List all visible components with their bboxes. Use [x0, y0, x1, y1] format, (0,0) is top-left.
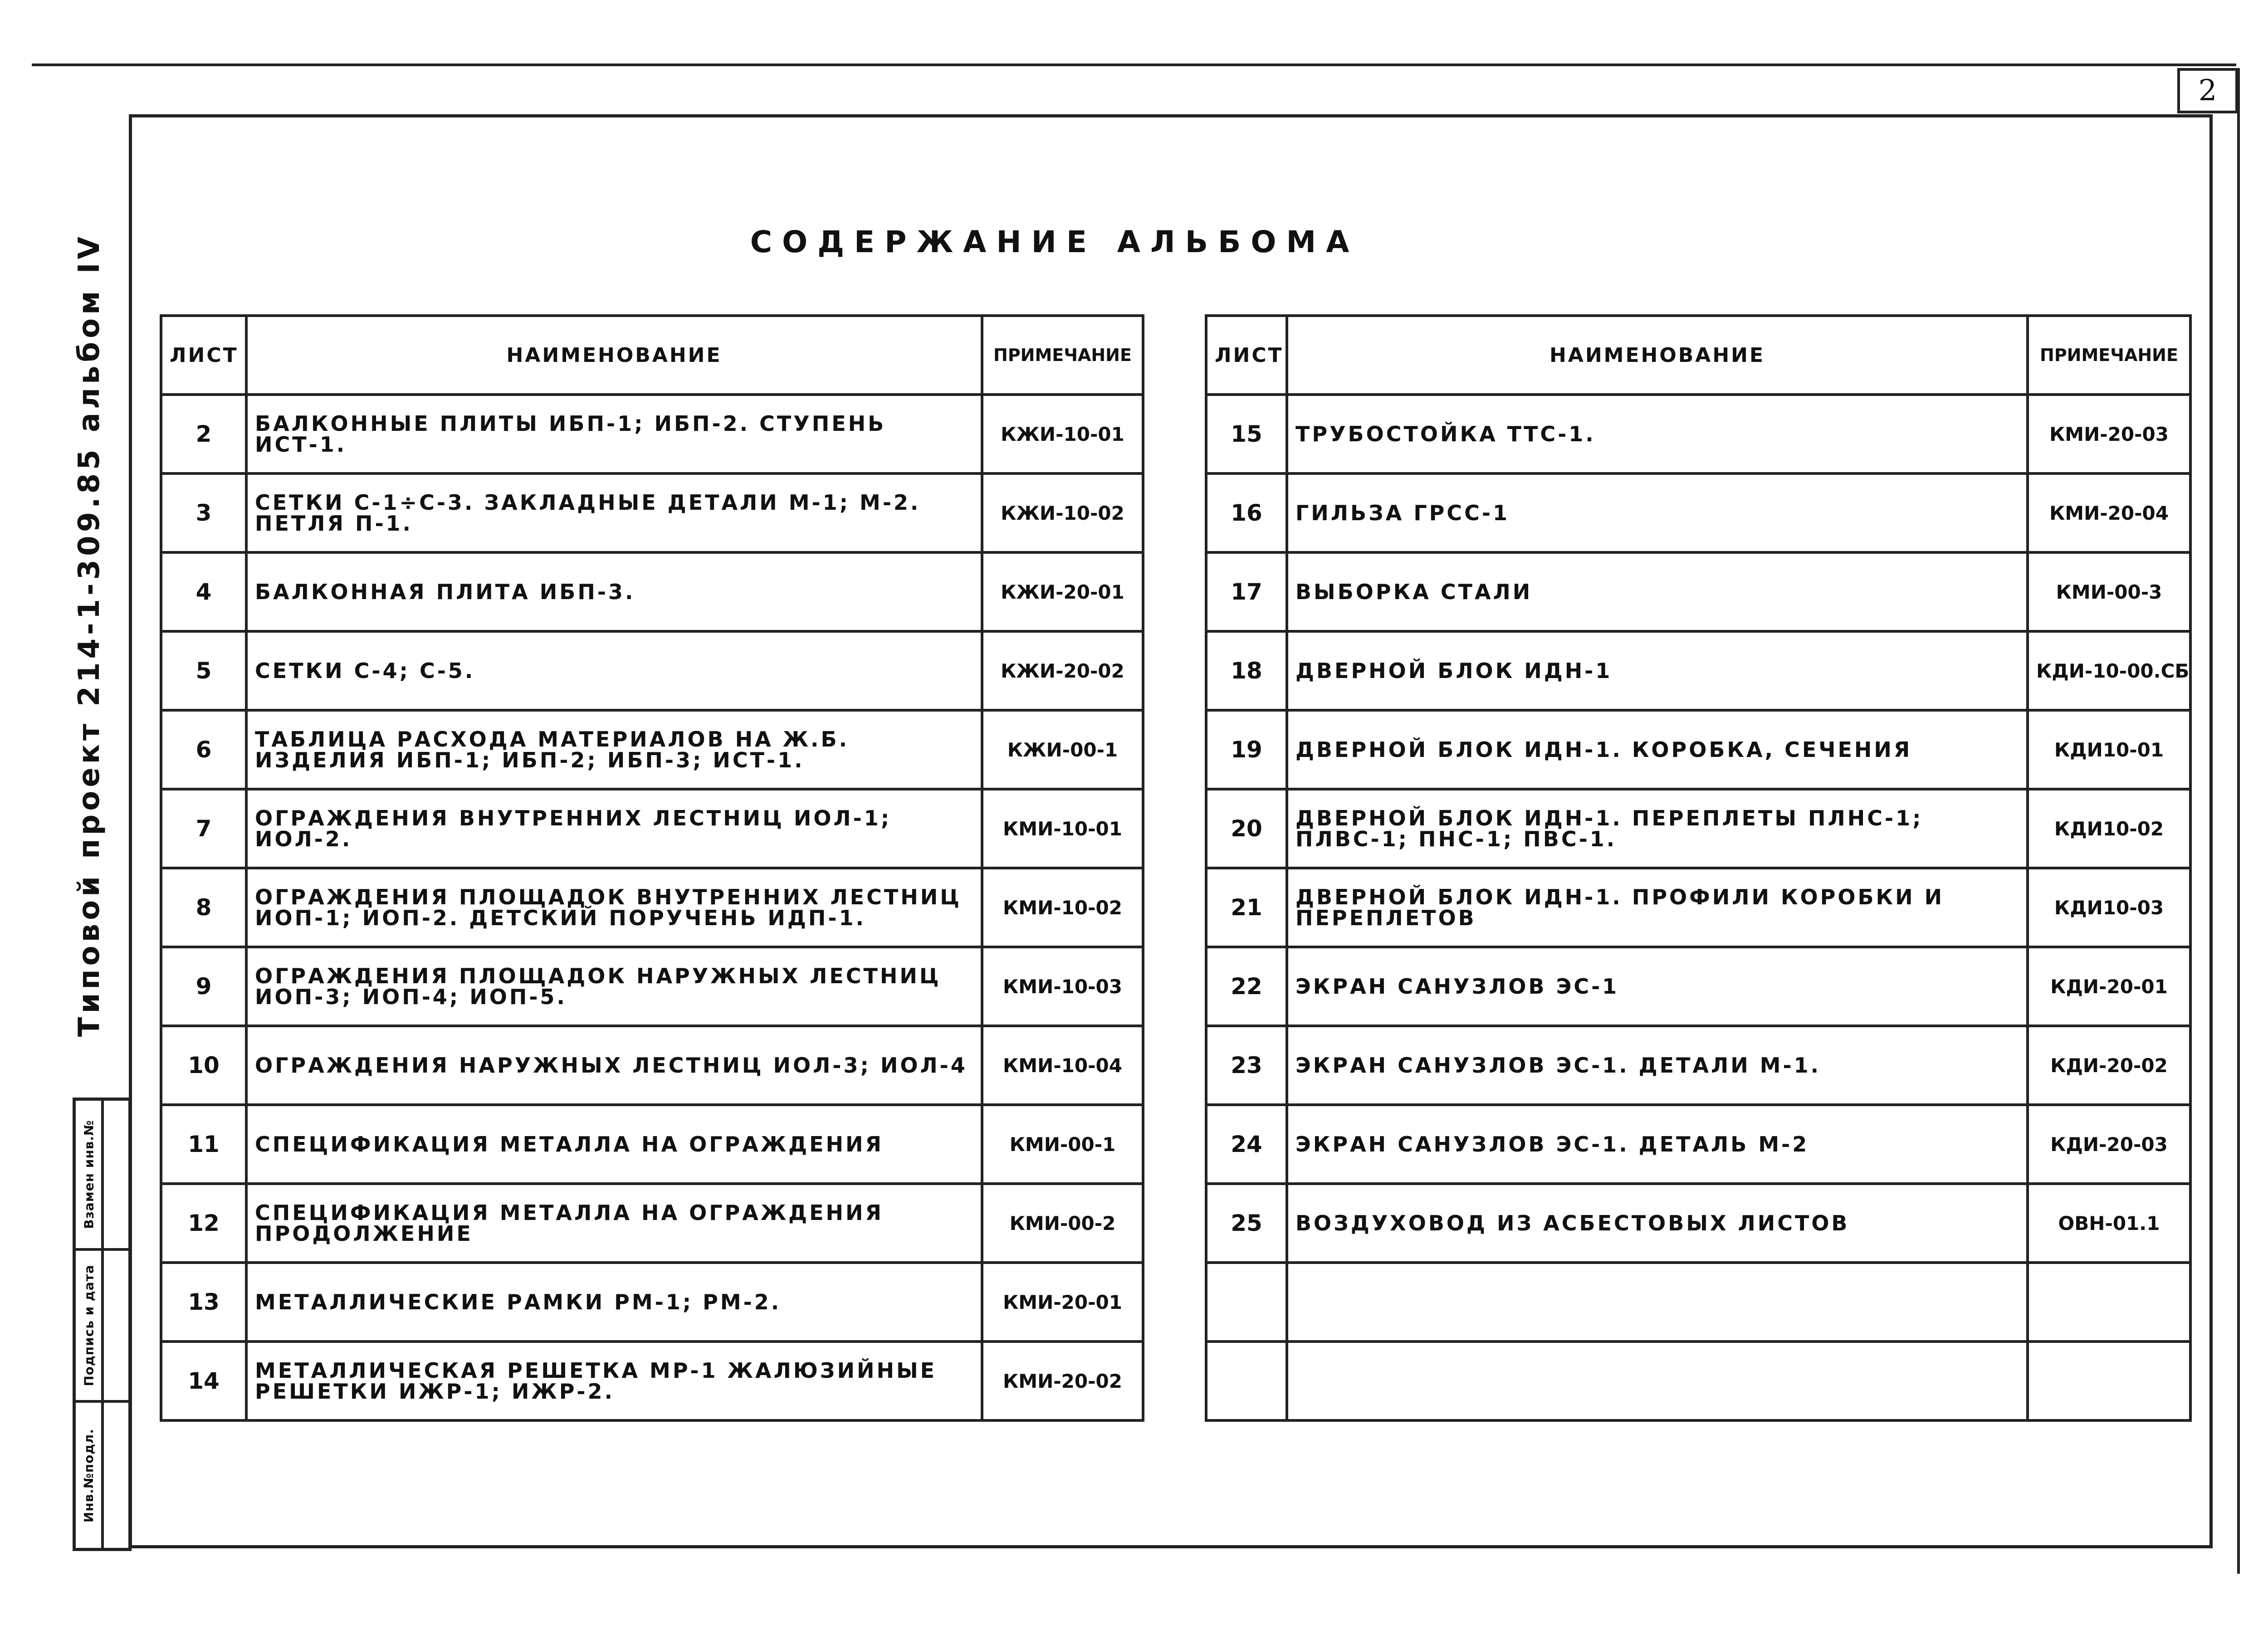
item-name-cell: СЕТКИ С-1÷С-3. ЗАКЛАДНЫЕ ДЕТАЛИ М-1; М-2. ПЕТЛЯ П-1. — [246, 473, 982, 552]
table-row — [1206, 1263, 2190, 1342]
sheet-number-cell — [1206, 1342, 1287, 1420]
item-name-cell: ВОЗДУХОВОД ИЗ АСБЕСТОВЫХ ЛИСТОВ — [1287, 1184, 2028, 1263]
header-name: НАИМЕНОВАНИЕ — [246, 316, 982, 395]
table-row — [161, 1184, 1143, 1263]
sheet-number-cell: 11 — [161, 1105, 246, 1184]
item-note-cell: КЖИ-20-02 — [982, 631, 1143, 710]
item-name-cell: ДВЕРНОЙ БЛОК ИДН-1. ПРОФИЛИ КОРОБКИ И ПЕРЕПЛЕТОВ — [1287, 868, 2028, 947]
item-note-cell: КМИ-20-01 — [982, 1263, 1143, 1342]
item-name-cell: ОГРАЖДЕНИЯ ПЛОЩАДОК ВНУТРЕННИХ ЛЕСТНИЦ ИОП-1; ИОП-2. ДЕТСКИЙ ПОРУЧЕНЬ ИДП-1. — [246, 868, 982, 947]
sheet-number-cell: 15 — [1206, 395, 1287, 473]
item-name-cell — [1287, 1263, 2028, 1342]
stamp-label-inv-original: Инв.№подл. — [81, 1428, 97, 1522]
item-note-cell — [2028, 1263, 2190, 1342]
header-note: ПРИМЕЧАНИЕ — [982, 316, 1143, 395]
item-note-cell: КМИ-10-01 — [982, 789, 1143, 868]
item-name-cell: МЕТАЛЛИЧЕСКИЕ РАМКИ РМ-1; РМ-2. — [246, 1263, 982, 1342]
table-row — [161, 789, 1143, 868]
table-row — [1206, 552, 2190, 631]
page-title: СОДЕРЖАНИЕ АЛЬБОМА — [750, 224, 1359, 259]
sheet-number-cell: 5 — [161, 631, 246, 710]
sheet-number-cell: 14 — [161, 1342, 246, 1420]
item-name-cell: ОГРАЖДЕНИЯ ВНУТРЕННИХ ЛЕСТНИЦ ИОЛ-1; ИОЛ-2. — [246, 789, 982, 868]
stamp-cell — [76, 1403, 102, 1548]
table-row — [1206, 789, 2190, 868]
sheet-number-cell: 23 — [1206, 1026, 1287, 1105]
item-note-cell: КМИ-10-02 — [982, 868, 1143, 947]
sheet-number-cell: 2 — [161, 395, 246, 473]
stamp-label-signature: Подпись и дата — [81, 1264, 97, 1386]
item-note-cell: КЖИ-00-1 — [982, 710, 1143, 789]
item-note-cell: КМИ-00-2 — [982, 1184, 1143, 1263]
item-note-cell: КДИ10-03 — [2028, 868, 2190, 947]
item-name-cell: ЭКРАН САНУЗЛОВ ЭС-1. ДЕТАЛИ М-1. — [1287, 1026, 2028, 1105]
item-name-cell: ГИЛЬЗА ГРСС-1 — [1287, 473, 2028, 552]
item-note-cell: КМИ-20-02 — [982, 1342, 1143, 1420]
table-row — [1206, 1105, 2190, 1184]
item-note-cell: КДИ10-01 — [2028, 710, 2190, 789]
right-border-line — [2237, 68, 2240, 1574]
table-row — [161, 710, 1143, 789]
table-row — [1206, 710, 2190, 789]
sheet-number-cell: 10 — [161, 1026, 246, 1105]
item-name-cell: ДВЕРНОЙ БЛОК ИДН-1. ПЕРЕПЛЕТЫ ПЛНС-1; ПЛВС-1; ПНС-1; ПВС-1. — [1287, 789, 2028, 868]
sheet-number-cell: 9 — [161, 947, 246, 1026]
sheet-number-cell: 16 — [1206, 473, 1287, 552]
table-row — [1206, 1184, 2190, 1263]
item-name-cell: ДВЕРНОЙ БЛОК ИДН-1. КОРОБКА, СЕЧЕНИЯ — [1287, 710, 2028, 789]
side-label: Типовой проект 214-1-309.85 альбом IV — [73, 233, 106, 1037]
header-sheet: ЛИСТ — [161, 316, 246, 395]
sheet-number-cell: 19 — [1206, 710, 1287, 789]
item-note-cell: КДИ-10-00.СБ — [2028, 631, 2190, 710]
item-name-cell: ТРУБОСТОЙКА ТТС-1. — [1287, 395, 2028, 473]
item-name-cell: СЕТКИ С-4; С-5. — [246, 631, 982, 710]
item-name-cell: МЕТАЛЛИЧЕСКАЯ РЕШЕТКА МР-1 ЖАЛЮЗИЙНЫЕ РЕШЕТКИ ИЖР-1; ИЖР-2. — [246, 1342, 982, 1420]
sheet-number-cell: 4 — [161, 552, 246, 631]
item-name-cell: БАЛКОННАЯ ПЛИТА ИБП-3. — [246, 552, 982, 631]
stamp-cell — [76, 1101, 102, 1248]
item-name-cell: ЭКРАН САНУЗЛОВ ЭС-1 — [1287, 947, 2028, 1026]
top-border-line — [32, 63, 2236, 66]
contents-table-left — [160, 314, 1144, 1422]
sheet-number-cell: 13 — [161, 1263, 246, 1342]
header-sheet: ЛИСТ — [1206, 316, 1287, 395]
approval-stamp — [73, 1098, 132, 1551]
table-row — [161, 1342, 1143, 1420]
item-name-cell: ДВЕРНОЙ БЛОК ИДН-1 — [1287, 631, 2028, 710]
table-row — [1206, 473, 2190, 552]
header-name: НАИМЕНОВАНИЕ — [1287, 316, 2028, 395]
item-name-cell — [1287, 1342, 2028, 1420]
page-number: 2 — [2177, 68, 2238, 113]
table-header-row — [1206, 316, 2190, 395]
sheet-number-cell: 24 — [1206, 1105, 1287, 1184]
table-row — [1206, 395, 2190, 473]
table-row — [161, 1263, 1143, 1342]
table-row — [1206, 947, 2190, 1026]
sheet-number-cell: 17 — [1206, 552, 1287, 631]
item-note-cell: КЖИ-10-02 — [982, 473, 1143, 552]
sheet-number-cell: 18 — [1206, 631, 1287, 710]
table-row — [1206, 631, 2190, 710]
sheet-number-cell: 12 — [161, 1184, 246, 1263]
sheet-number-cell: 7 — [161, 789, 246, 868]
item-note-cell: КЖИ-20-01 — [982, 552, 1143, 631]
sheet-number-cell: 21 — [1206, 868, 1287, 947]
item-name-cell: СПЕЦИФИКАЦИЯ МЕТАЛЛА НА ОГРАЖДЕНИЯ ПРОДОЛЖЕНИЕ — [246, 1184, 982, 1263]
item-note-cell — [2028, 1342, 2190, 1420]
item-note-cell: КМИ-20-03 — [2028, 395, 2190, 473]
stamp-cell — [76, 1251, 102, 1400]
table-row — [1206, 1026, 2190, 1105]
sheet-number-cell: 6 — [161, 710, 246, 789]
sheet-number-cell: 22 — [1206, 947, 1287, 1026]
item-note-cell: КМИ-00-3 — [2028, 552, 2190, 631]
table-header-row — [161, 316, 1143, 395]
item-name-cell: СПЕЦИФИКАЦИЯ МЕТАЛЛА НА ОГРАЖДЕНИЯ — [246, 1105, 982, 1184]
table-row — [1206, 1342, 2190, 1420]
item-note-cell: КМИ-20-04 — [2028, 473, 2190, 552]
item-name-cell: ВЫБОРКА СТАЛИ — [1287, 552, 2028, 631]
item-name-cell: ТАБЛИЦА РАСХОДА МАТЕРИАЛОВ НА Ж.Б. ИЗДЕЛИЯ ИБП-1; ИБП-2; ИБП-3; ИСТ-1. — [246, 710, 982, 789]
sheet-number-cell: 25 — [1206, 1184, 1287, 1263]
sheet-number-cell: 20 — [1206, 789, 1287, 868]
table-row — [161, 631, 1143, 710]
table-row — [161, 1105, 1143, 1184]
item-note-cell: КДИ-20-01 — [2028, 947, 2190, 1026]
table-row — [1206, 868, 2190, 947]
stamp-label-inv-replace: Взамен инв.№ — [81, 1120, 97, 1229]
table-row — [161, 947, 1143, 1026]
item-name-cell: ОГРАЖДЕНИЯ НАРУЖНЫХ ЛЕСТНИЦ ИОЛ-3; ИОЛ-4 — [246, 1026, 982, 1105]
item-note-cell: КМИ-10-03 — [982, 947, 1143, 1026]
table-row — [161, 552, 1143, 631]
sheet-number-cell: 8 — [161, 868, 246, 947]
item-name-cell: ЭКРАН САНУЗЛОВ ЭС-1. ДЕТАЛЬ М-2 — [1287, 1105, 2028, 1184]
header-note: ПРИМЕЧАНИЕ — [2028, 316, 2190, 395]
item-name-cell: ОГРАЖДЕНИЯ ПЛОЩАДОК НАРУЖНЫХ ЛЕСТНИЦ ИОП-3; ИОП-4; ИОП-5. — [246, 947, 982, 1026]
item-note-cell: КДИ-20-02 — [2028, 1026, 2190, 1105]
sheet-number-cell — [1206, 1263, 1287, 1342]
sheet-number-cell: 3 — [161, 473, 246, 552]
item-note-cell: КМИ-10-04 — [982, 1026, 1143, 1105]
contents-table-right — [1205, 314, 2192, 1422]
item-note-cell: КМИ-00-1 — [982, 1105, 1143, 1184]
item-note-cell: КЖИ-10-01 — [982, 395, 1143, 473]
table-row — [161, 1026, 1143, 1105]
table-row — [161, 395, 1143, 473]
item-name-cell: БАЛКОННЫЕ ПЛИТЫ ИБП-1; ИБП-2. СТУПЕНЬ ИСТ-1. — [246, 395, 982, 473]
table-row — [161, 473, 1143, 552]
item-note-cell: КДИ10-02 — [2028, 789, 2190, 868]
table-row — [161, 868, 1143, 947]
item-note-cell: КДИ-20-03 — [2028, 1105, 2190, 1184]
item-note-cell: ОВН-01.1 — [2028, 1184, 2190, 1263]
